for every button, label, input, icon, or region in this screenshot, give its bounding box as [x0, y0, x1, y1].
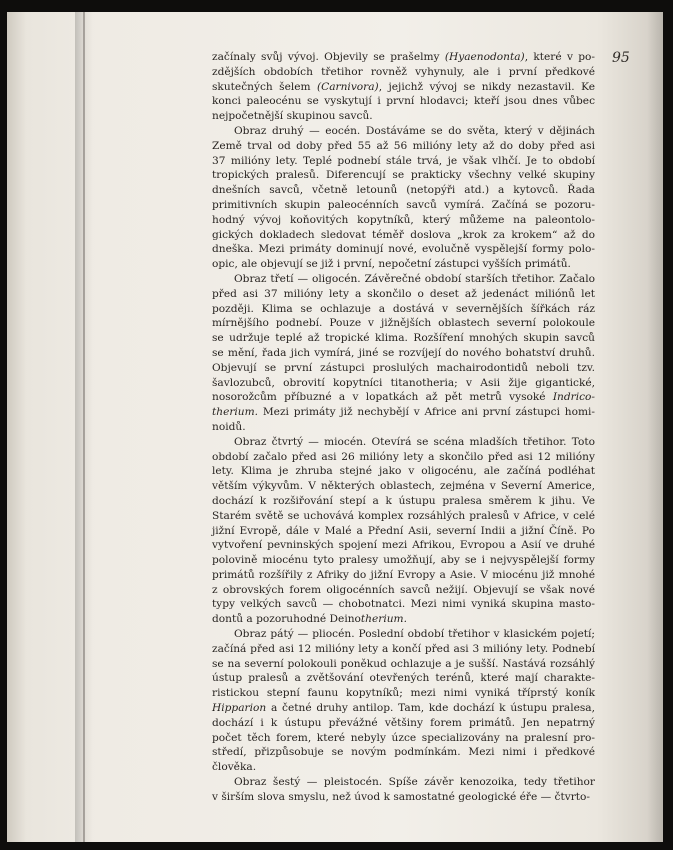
text-line: se mění, řada jich vymírá, jiné se rozvíjejí do nového bohatství druhů. [212, 346, 595, 359]
text-line: ústup pralesů a zvětšování otevřených terénů, které mají charakte- [212, 672, 595, 685]
text-line: dochází k rozšiřování stepí a k ústupu pralesa směrem k jihu. Ve [212, 494, 595, 507]
text-line: Hipparion a četné druhy antilop. Tam, kde dochází k ústupu pralesa, [212, 702, 595, 715]
page-edge-shadow [647, 12, 663, 842]
page-number: 95 [612, 50, 630, 66]
text-line: větším výkyvům. V některých oblastech, zejména v Severní Americe, [212, 480, 595, 493]
text-line: v širším slova smyslu, než úvod k samostatné geologické éře — čtvrto- [212, 790, 591, 803]
text-line: nejpočetnější skupinou savců. [212, 110, 373, 123]
text-line: nosorožcům příbuzné a v lopatkách až pět metrů vysoké Indrico- [212, 391, 595, 404]
text-line: dontů a pozoruhodné Deinotherium. [212, 613, 407, 626]
paragraph [212, 272, 595, 435]
text-line: mírnějšího podnebí. Pouze v jižnějších oblastech severní polokoule [212, 317, 595, 330]
text-line: konci paleocénu se vyskytují i první hlodavci; kteří jsou dnes vůbec [212, 95, 595, 108]
text-line: začínaly svůj vývoj. Objevily se prašelmy (Hyaenodonta), které v po- [212, 51, 595, 63]
text-line: Obraz pátý — pliocén. Poslední období třetihor v klasickém pojetí; [234, 628, 595, 641]
text-line: polovině miocénu tyto pralesy umožňují, aby se i nejvyspělejší formy [212, 554, 595, 567]
text-line: skutečných šelem (Carnivora), jejichž vývoj se nikdy nezastavil. Ke [212, 80, 595, 93]
text-line: Objevují se první zástupci proslulých machairodontidů neboli tzv. [212, 361, 595, 374]
text-line: hodný vývoj koňovitých kopytníků, který můžeme na paleontolo- [212, 213, 595, 226]
text-line: gických dokladech sledovat téměř doslova „krok za krokem“ až do [212, 228, 595, 241]
text-line: Obraz čtvrtý — miocén. Otevírá se scéna mladších třetihor. Toto [234, 435, 595, 448]
paragraph [212, 627, 595, 775]
text-line: středí, přizpůsobuje se novým podmínkám. Mezi nimi i předkové [212, 746, 595, 759]
text-line: Země trval od doby před 55 až 56 milióny lety až do doby před asi [212, 139, 595, 152]
text-line: šavlozubců, obrovití kopytníci titanotheria; v Asii žije gigantické, [212, 376, 595, 389]
text-line: lety. Klima je zhruba stejné jako v oligocénu, ale začíná podléhat [212, 465, 595, 478]
text-line: noidů. [212, 420, 246, 433]
text-line: zdějších obdobích třetihor rovněž vyhynuly, ale i první předkové [212, 65, 595, 78]
text-line: Obraz druhý — eocén. Dostáváme se do světa, který v dějinách [234, 124, 595, 137]
text-line: člověka. [212, 761, 257, 774]
text-line: ristickou stepní faunu kopytníků; mezi nimi vyniká tříprstý koník [212, 687, 595, 700]
text-line: Obraz šestý — pleistocén. Spíše závěr kenozoika, tedy třetihor [234, 776, 595, 789]
text-line: období začalo před asi 26 milióny lety a skončilo před asi 12 milióny [212, 450, 595, 463]
paragraph [212, 124, 595, 272]
text-line: opic, ale objevují se již i první, nepočetní zástupci vyšších primátů. [212, 258, 571, 271]
text-line: začíná před asi 12 milióny lety a končí před asi 3 milióny lety. Podnebí [212, 642, 595, 655]
text-line: dochází i k ústupu převážné většiny forem primátů. Jen nepatrný [212, 716, 595, 729]
text-line: jižní Evropě, dále v Malé a Přední Asii, severní Indii a jižní Číně. Po [212, 524, 595, 537]
text-line: tropických pralesů. Diferencují se prakticky všechny velké skupiny [212, 169, 595, 182]
text-line: počet těch forem, které nebyly úzce specializovány na pralesní pro- [212, 731, 595, 744]
text-line: vytvoření pevninských spojení mezi Afrikou, Evropou a Asií ve druhé [212, 539, 595, 552]
text-line: Starém světě se uchovává komplex rozsáhlých pralesů v Africe, v celé [212, 509, 595, 522]
text-line: dnešních savců, včetně letounů (netopýři atd.) a kytovců. Řada [212, 184, 595, 197]
text-line: Obraz třetí — oligocén. Závěrečné období starších třetihor. Začalo [234, 272, 595, 285]
text-line: primitivních skupin paleocénních savců vymírá. Začíná se pozoru- [212, 198, 595, 211]
text-line: se na severní polokouli poněkud ochlazuje a je sušší. Nastává rozsáhlý [212, 657, 595, 670]
binding-edge [83, 12, 85, 842]
text-line: před asi 37 milióny lety a skončilo o deset až jedenáct miliónů let [212, 287, 595, 300]
text-line: se udržuje teplé až tropické klima. Rozšíření mnohých skupin savců [212, 332, 595, 345]
text-line: typy velkých savců — chobotnatci. Mezi nimi vyniká skupina masto- [212, 598, 595, 611]
text-line: therium. Mezi primáty již nechybějí v Africe ani první zástupci homi- [212, 406, 595, 419]
paragraph [212, 50, 595, 124]
paragraph [212, 775, 595, 805]
body-text [212, 50, 595, 805]
text-line: z obrovských forem oligocénních savců nežijí. Objevují se však nové [212, 583, 595, 596]
paragraph [212, 435, 595, 627]
text-line: později. Klima se ochlazuje a dostává v severnějších šířkách ráz [212, 302, 595, 315]
text-line: 37 milióny lety. Teplé podnebí stále trvá, je však vlhčí. Je to období [212, 154, 595, 167]
text-line: dneška. Mezi primáty dominují nové, evolučně vyspělejší formy polo- [212, 243, 595, 256]
text-line: primátů rozšířily z Afriky do jižní Evropy a Asie. V miocénu již mnohé [212, 568, 595, 581]
